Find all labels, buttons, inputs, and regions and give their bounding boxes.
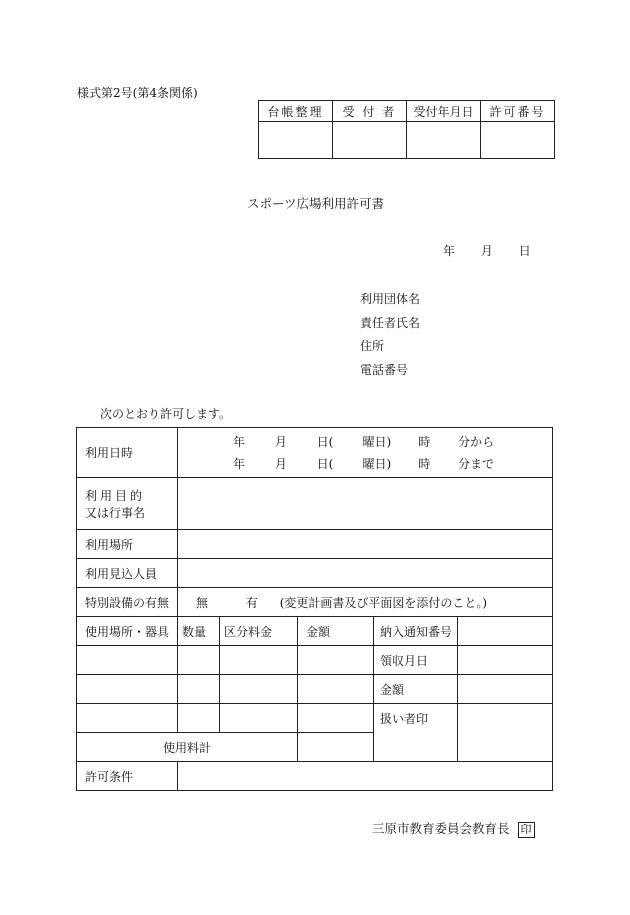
receipt-header: 台帳整理 <box>259 101 333 122</box>
equipment-none[interactable]: 無 <box>196 595 209 610</box>
from-day: 日( <box>316 434 334 449</box>
fee-cell[interactable] <box>298 675 374 704</box>
receipt-date-cell[interactable] <box>458 646 553 675</box>
date-month: 月 <box>480 244 493 258</box>
fee-cell[interactable] <box>220 646 298 675</box>
from-year: 年 <box>233 434 246 449</box>
fee-cell[interactable] <box>178 675 220 704</box>
conditions-label: 許可条件 <box>77 762 178 791</box>
date-year: 年 <box>443 244 456 258</box>
fee-cell[interactable] <box>298 646 374 675</box>
fee-header-rate: 区分料金 <box>220 617 298 646</box>
from-hour: 時 <box>418 434 431 449</box>
issuer-name: 三原市教育委員会教育長 <box>372 821 510 836</box>
fee-header-amount: 金額 <box>298 617 374 646</box>
total-cell[interactable] <box>298 733 374 762</box>
notice-number-cell[interactable] <box>458 617 553 646</box>
equipment-cell[interactable] <box>178 588 553 617</box>
fee-cell[interactable] <box>220 704 298 733</box>
intro-text: 次のとおり許可します。 <box>100 407 232 421</box>
purpose-label-line1: 利用目的 <box>85 488 146 503</box>
fee-cell[interactable] <box>220 675 298 704</box>
place-label: 利用場所 <box>77 530 178 559</box>
receipt-date-label: 領収月日 <box>374 646 458 675</box>
datetime-cell[interactable] <box>178 428 553 478</box>
to-weekday: 曜日) <box>362 456 392 471</box>
fee-cell[interactable] <box>77 675 178 704</box>
fee-header-qty: 数量 <box>178 617 220 646</box>
to-month: 月 <box>274 456 287 471</box>
datetime-from <box>178 431 552 453</box>
receipt-cell[interactable] <box>481 122 555 159</box>
applicant-address: 住所 <box>360 339 385 353</box>
receipt-cell[interactable] <box>333 122 407 159</box>
equipment-note: (変更計画書及び平面図を添付のこと。) <box>279 595 488 610</box>
conditions-cell[interactable] <box>178 762 553 791</box>
equipment-label: 特別設備の有無 <box>77 588 178 617</box>
fee-cell[interactable] <box>77 704 178 733</box>
applicant-leader: 責任者氏名 <box>360 316 421 330</box>
to-day: 日( <box>316 456 334 471</box>
from-weekday: 曜日) <box>362 434 392 449</box>
handler-seal-label: 扱い者印 <box>374 704 458 762</box>
form-label: 様式第2号(第4条関係) <box>77 86 198 100</box>
receipt-header: 許可番号 <box>481 101 555 122</box>
receipt-header: 受 付 者 <box>333 101 407 122</box>
receipt-header: 受付年月日 <box>407 101 481 122</box>
receipt-cell[interactable] <box>407 122 481 159</box>
attendees-label: 利用見込人員 <box>77 559 178 588</box>
attendees-cell[interactable] <box>178 559 553 588</box>
permit-table <box>76 427 553 791</box>
to-hour: 時 <box>418 456 431 471</box>
purpose-label-line2: 又は行事名 <box>85 505 146 520</box>
total-label: 使用料計 <box>77 733 298 762</box>
receipt-cell[interactable] <box>259 122 333 159</box>
from-minute: 分から <box>458 434 495 449</box>
to-minute: 分まで <box>458 456 495 471</box>
fee-header-place: 使用場所・器具 <box>77 617 178 646</box>
applicant-group: 利用団体名 <box>360 292 421 306</box>
fee-cell[interactable] <box>298 704 374 733</box>
to-year: 年 <box>233 456 246 471</box>
fee-cell[interactable] <box>77 646 178 675</box>
purpose-label <box>77 478 178 530</box>
issuer <box>372 819 535 838</box>
date-day: 日 <box>518 244 531 258</box>
receipt-table <box>258 100 555 159</box>
from-month: 月 <box>274 434 287 449</box>
amount-cell[interactable] <box>458 675 553 704</box>
seal-mark: 印 <box>518 822 535 838</box>
document-title: スポーツ広場利用許可書 <box>247 196 385 211</box>
issue-date <box>443 242 553 259</box>
datetime-to <box>178 453 552 475</box>
applicant-phone: 電話番号 <box>360 363 409 377</box>
equipment-yes[interactable]: 有 <box>245 595 258 610</box>
fee-cell[interactable] <box>178 646 220 675</box>
amount-label: 金額 <box>374 675 458 704</box>
handler-seal-cell[interactable] <box>458 704 553 762</box>
purpose-cell[interactable] <box>178 478 553 530</box>
datetime-label: 利用日時 <box>77 428 178 478</box>
place-cell[interactable] <box>178 530 553 559</box>
fee-cell[interactable] <box>178 704 220 733</box>
fee-header-notice: 納入通知番号 <box>374 617 458 646</box>
